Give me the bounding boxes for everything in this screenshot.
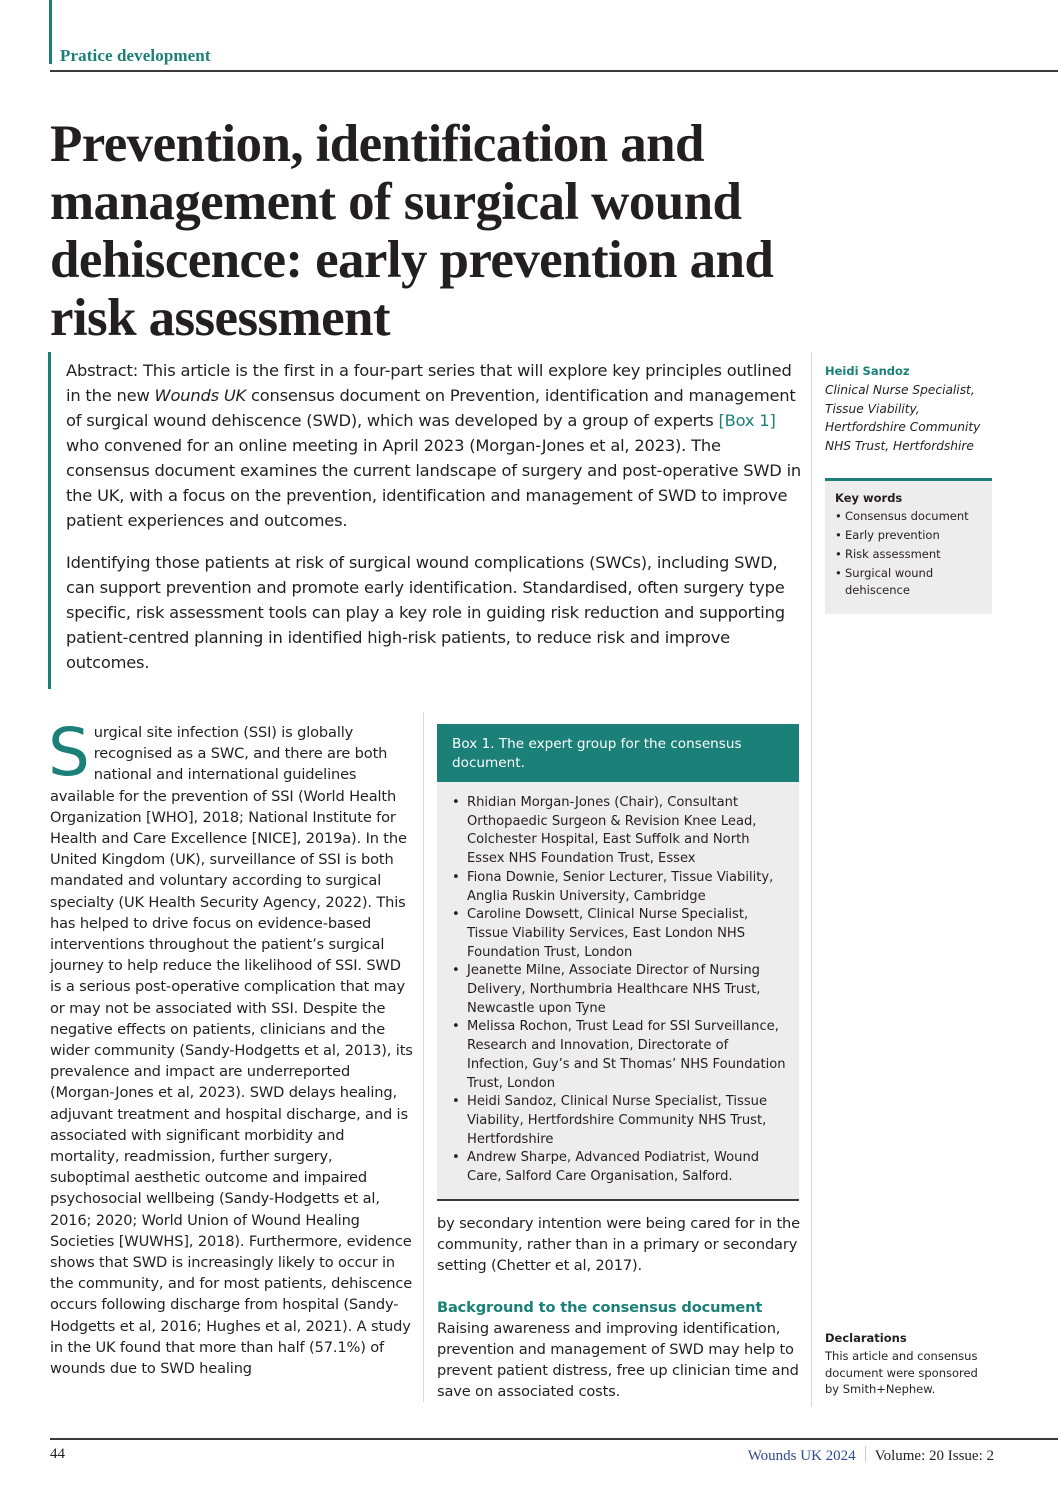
abstract-text: Abstract: This article is the first in a four-part series that will explore key principles outlined in the new <box>66 361 792 405</box>
footer-rule <box>50 1438 1058 1440</box>
drop-cap: S <box>48 714 90 791</box>
declarations-heading: Declarations <box>825 1331 907 1345</box>
body-paragraph-continuation: by secondary intention were being cared for in the community, rather than in a primary or secondary setting (Chetter et al, 2017). <box>437 1215 800 1275</box>
header-rule <box>50 70 1058 72</box>
body-text: urgical site infection (SSI) is globally recognised as a SWC, and there are both national and international guidelines available for the prevention of SSI (World Health Organization [WHO], 2018; National Institute for Health and Care Excellence [NICE], 2019a). In the United Kingdom (UK), surveillance of SSI is both mandated and voluntary according to surgical specialty (UK Health Security Agency, 2022). This has helped to drive focus on evidence-based interventions throughout the patient’s surgical journey to help reduce the likelihood of SSI. SWD is a serious post-operative complication that may or may not be associated with SSI. Despite the negative effects on patients, clinicians and the wider community (Sandy-Hodgetts et al, 2013), its prevalence and impact are underreported (Morgan-Jones et al, 2023). SWD delays healing, adjuvant treatment and hospital discharge, and is associated with significant morbidity and mortality, readmission, further surgery, suboptimal aesthetic outcome and impaired psychosocial wellbeing (Sandy-Hodgetts et al, 2016; 2020; World Union of Wound Healing Societies [WUWHS], 2018). Furthermore, evidence shows that SWD is increasingly likely to occur in the community, and for most patients, dehiscence occurs following discharge from hospital (Sandy-Hodgetts et al, 2016; Hughes et al, 2021). A study in the UK found that more than half (57.1%) of wounds due to SWD healing <box>50 724 413 1378</box>
abstract <box>66 358 806 692</box>
keyword-item: • Consensus document <box>835 508 982 525</box>
box-1 <box>437 724 799 1201</box>
expert-item: • Caroline Dowsett, Clinical Nurse Specialist, Tissue Viability Services, East London NHS Foundation Trust, London <box>452 906 787 962</box>
expert-item: • Andrew Sharpe, Advanced Podiatrist, Wound Care, Salford Care Organisation, Salford. <box>452 1149 787 1186</box>
expert-item: • Rhidian Morgan-Jones (Chair), Consultant Orthopaedic Surgeon & Revision Knee Lead, Colchester Hospital, East Suffolk and North Essex NHS Foundation Trust, Essex <box>452 794 787 869</box>
column-divider <box>423 712 424 1402</box>
keywords-box <box>825 478 992 614</box>
expert-item: • Heidi Sandoz, Clinical Nurse Specialist, Tissue Viability, Hertfordshire Community NHS Trust, Hertfordshire <box>452 1093 787 1149</box>
body-column-1 <box>48 714 415 1379</box>
subheading: Background to the consensus document <box>437 1298 763 1316</box>
abstract-paragraph-1 <box>66 358 806 533</box>
body-paragraph: Raising awareness and improving identification, prevention and management of SWD may help to prevent patient distress, free up clinician time and save on associated costs. <box>437 1319 799 1401</box>
box-1-title: Box 1. The expert group for the consensus document. <box>437 724 799 782</box>
abstract-paragraph-2: Identifying those patients at risk of surgical wound complications (SWCs), including SWD, can support prevention and promote early identification. Standardised, often surgery type specific, risk assessment tools can play a key role in guiding risk reduction and supporting patient-centred planning in identified high-risk patients, to reduce risk and improve outcomes. <box>66 553 785 672</box>
page-number: 44 <box>50 1446 65 1462</box>
body-paragraph <box>48 714 415 1379</box>
volume-issue: Volume: 20 Issue: 2 <box>874 1448 994 1464</box>
keyword-item: • Risk assessment <box>835 546 982 563</box>
declarations <box>825 1331 995 1398</box>
box-1-link[interactable]: [Box 1] <box>718 411 776 430</box>
keywords-list <box>835 508 982 599</box>
abstract-accent-bar <box>48 352 51 689</box>
keywords-heading: Key words <box>835 491 903 505</box>
author-name: Heidi Sandoz <box>825 364 910 378</box>
section-accent-bar <box>49 0 52 64</box>
expert-item: • Jeanette Milne, Associate Director of Nursing Delivery, Northumbria Healthcare NHS Trust, Newcastle upon Tyne <box>452 962 787 1018</box>
journal-name-italic: Wounds UK <box>154 386 247 405</box>
body-column-2 <box>437 1213 807 1403</box>
footer-journal-info <box>748 1446 994 1465</box>
article-title: Prevention, identification and management of surgical wound dehiscence: early prevention and risk assessment <box>50 115 774 347</box>
expert-item: • Fiona Downie, Senior Lecturer, Tissue Viability, Anglia Ruskin University, Cambridge <box>452 869 787 906</box>
expert-item: • Melissa Rochon, Trust Lead for SSI Surveillance, Research and Innovation, Directorate of Infection, Guy’s and St Thomas’ NHS Foundation Trust, London <box>452 1018 787 1093</box>
declarations-text: This article and consensus document were sponsored by Smith+Nephew. <box>825 1349 978 1396</box>
abstract-text: who convened for an online meeting in April 2023 (Morgan-Jones et al, 2023). The consensus document examines the current landscape of surgery and post-operative SWD in the UK, with a focus on the prevention, identification and management of SWD to improve patient experiences and outcomes. <box>66 436 802 530</box>
footer-separator <box>865 1446 866 1462</box>
expert-list <box>437 782 799 1199</box>
abstract-text: consensus document on Prevention, identification and management of surgical wound dehiscence (SWD), which was developed by a group of experts <box>66 386 796 430</box>
journal-name: Wounds UK 2024 <box>747 1448 856 1464</box>
section-label: Pratice development <box>60 46 211 65</box>
keyword-item: • Early prevention <box>835 527 982 544</box>
author-affiliation: Clinical Nurse Specialist, Tissue Viability, Hertfordshire Community NHS Trust, Hertfordshire <box>825 383 981 453</box>
keyword-item: • Surgical wound dehiscence <box>835 565 982 599</box>
sidebar-divider <box>811 352 812 1407</box>
